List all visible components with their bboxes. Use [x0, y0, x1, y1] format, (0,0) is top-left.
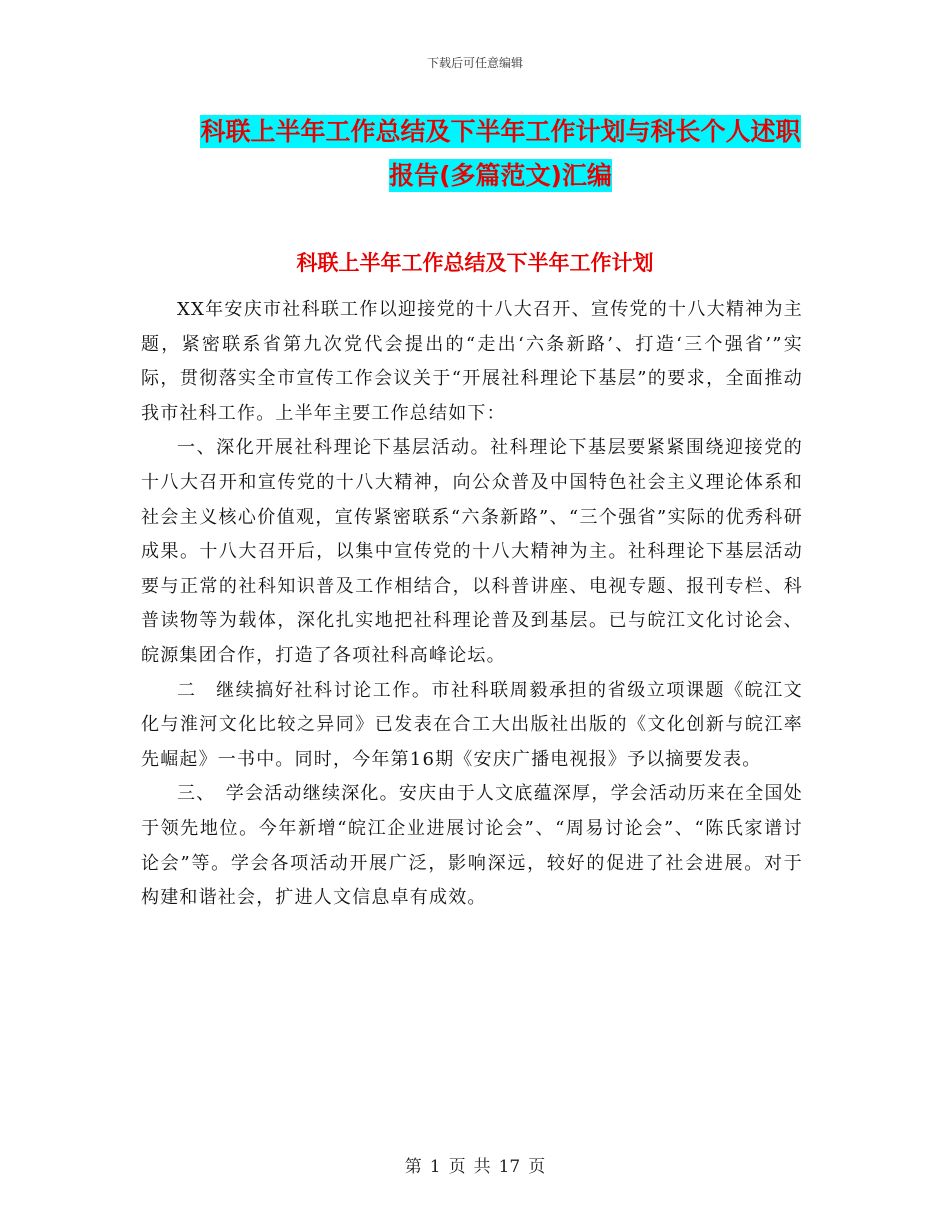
header-note: 下载后可任意编辑 — [426, 56, 523, 70]
section-title: 科联上半年工作总结及下半年工作计划 — [296, 251, 654, 275]
total-suffix: 页 — [528, 1157, 546, 1177]
page-current: 1 — [429, 1157, 441, 1177]
page-total: 17 — [498, 1157, 521, 1177]
page-prefix: 第 — [404, 1157, 422, 1177]
document-title-text: 科联上半年工作总结及下半年工作计划与科长个人述职报告(多篇范文)汇编 — [200, 117, 801, 190]
paragraph-item-1: 一、深化开展社科理论下基层活动。社科理论下基层要紧紧围绕迎接党的十八大召开和宣传党的十八大精神，向公众普及中国特色社会主义理论体系和社会主义核心价值观，宣传紧密联系“六条新路”、“三个强省”实际的优秀科研成果。十八大召开后，以集中宣传党的十八大精神为主。社科理论下基层活动要与正常的社科知识普及工作相结合，以科普讲座、电视专题、报刊专栏、科普读物等为载体，深化扎实地把社科理论普及到基层。已与皖江文化讨论会、皖源集团合作，打造了各项社科高峰论坛。 — [141, 437, 803, 666]
document-title — [193, 110, 808, 198]
page-label: 页 — [448, 1157, 466, 1177]
paragraph-item-3: 三、 学会活动继续深化。安庆由于人文底蕴深厚，学会活动历来在全国处于领先地位。今年新增“皖江企业进展讨论会”、“周易讨论会”、“陈氏家谱讨论会”等。学会各项活动开展广泛，影响深远，较好的促进了社会进展。对于构建和谐社会，扩进人文信息卓有成效。 — [141, 783, 803, 909]
total-prefix: 共 — [473, 1157, 491, 1177]
paragraph-item-2: 二 继续搞好社科讨论工作。市社科联周毅承担的省级立项课题《皖江文化与淮河文化比较之异同》已发表在合工大出版社出版的《文化创新与皖江率先崛起》一书中。同时，今年第16期《安庆广播电视报》予以摘要发表。 — [141, 679, 803, 770]
paragraph-intro: XX年安庆市社科联工作以迎接党的十八大召开、宣传党的十八大精神为主题，紧密联系省第九次党代会提出的“走出‘六条新路’、打造‘三个强省’”实际，贯彻落实全市宣传工作会议关于“开展社科理论下基层”的要求，全面推动我市社科工作。上半年主要工作总结如下： — [141, 299, 803, 424]
page-footer — [0, 1152, 950, 1177]
document-body — [141, 293, 803, 916]
